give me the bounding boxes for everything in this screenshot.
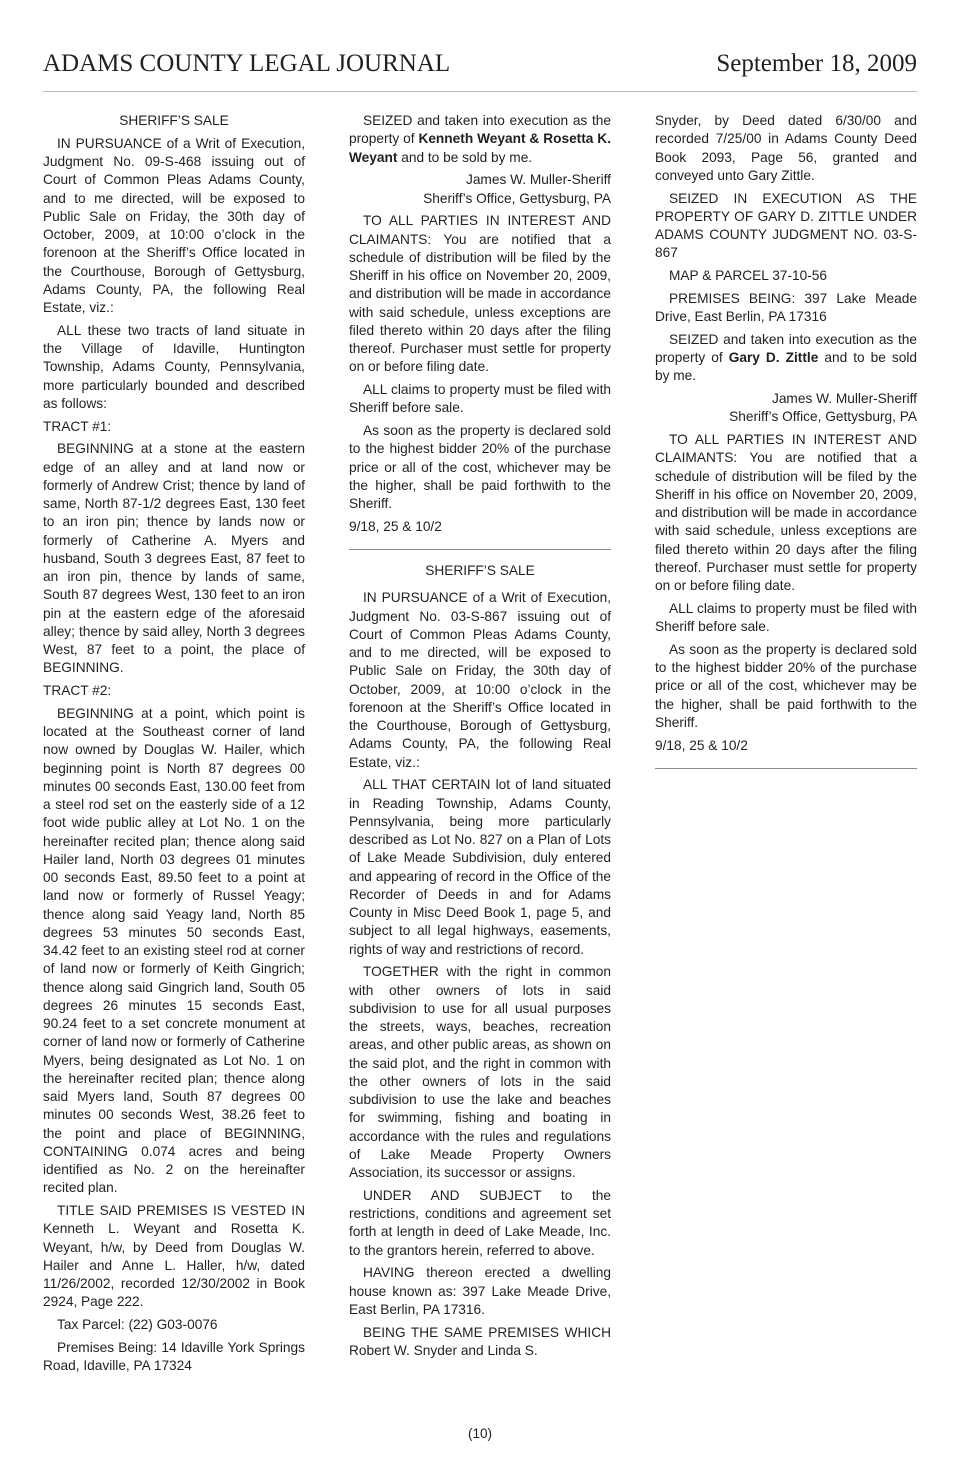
parties-notice: TO ALL PARTIES IN INTEREST AND CLAIMANTS: You are notified that a schedule of distribution will be filed by the Sheriff in his office on November 20, 2009, and distribution will be made in accordance with said schedule, unless exceptions are filed thereto within 20 days after the filing thereof. Purchaser must settle for property on or before filing date. xyxy=(349,213,611,375)
sale-1-writ-paragraph: IN PURSUANCE of a Writ of Execution, Judgment No. 09-S-468 issuing out of Court of Common Pleas Adams County, and to me directed, will be exposed to Public Sale on Friday, the 30th day of October, 2009, at 10:00 o’clock in the forenoon at the Sheriff’s Office located in the Courthouse, Borough of Gettysburg, Adams County, PA, the following Real Estate, viz.: xyxy=(43,135,305,315)
issue-date: September 18, 2009 xyxy=(716,50,917,77)
defendant-name: Gary D. Zittle xyxy=(728,350,819,365)
tract-1-description: BEGINNING at a stone at the eastern edge of an alley and at land now or formerly of Andrew Crist; thence by land of same, North 87-1/2 degrees East, 130 feet to an iron pin; thence by lands now or formerly of Catherine A. Myers and husband, South 3 degrees East, 87 feet to an iron pin, thence by lands of same, South 87 degrees West, 130 feet to an iron pin at the eastern edge of the aforesaid alley; thence by said alley, North 3 degrees West, 87 feet to a point, the place of BEGINNING. xyxy=(43,441,305,676)
sale-2-seized-paragraph: SEIZED and taken into execution as the property of Gary D. Zittle and to be sold by me. xyxy=(655,331,918,384)
bidder-notice: As soon as the property is declared sold to the highest bidder 20% of the purchase price or all of the cost, whichever may be the higher, shall be paid forthwith to the Sheriff. xyxy=(349,423,611,511)
map-parcel: MAP & PARCEL 37-10-56 xyxy=(669,268,827,283)
sale-1-land-paragraph: ALL these two tracts of land situate in the Village of Idaville, Huntington Township, Adams County, Pennsylvania, more particularly bounded and described as follows: xyxy=(43,322,305,411)
sale-2-writ-paragraph: IN PURSUANCE of a Writ of Execution, Judgment No. 03-S-867 issuing out of Court of Common Pleas Adams County, and to me directed, will be exposed to Public Sale on Friday, the 30th day of October, 2009, at 10:00 o’clock in the forenoon at the Sheriff’s Office located in the Courthouse, Borough of Gettysburg, Adams County, PA, the following Real Estate, viz.: xyxy=(349,590,611,770)
publication-dates: 9/18, 25 & 10/2 xyxy=(349,518,442,534)
section-divider-2 xyxy=(655,768,917,769)
section-divider xyxy=(349,549,611,550)
sheriff-name: James W. Muller-Sheriff xyxy=(465,172,611,188)
title-vested-paragraph: TITLE SAID PREMISES IS VESTED IN Kenneth L. Weyant and Rosetta K. Weyant, h/w, by Deed from Douglas W. Hailer and Anne L. Haller, h/w, dated 11/26/2002, recorded 12/30/2002 in Book 2924, Page 222. xyxy=(43,1203,305,1310)
bidder-notice-2: As soon as the property is declared sold to the highest bidder 20% of the purchase price or all of the cost, whichever may be the higher, shall be paid forthwith to the Sheriff. xyxy=(655,641,917,730)
claims-notice-2: ALL claims to property must be filed with Sheriff before sale. xyxy=(655,600,917,634)
parties-notice-2: TO ALL PARTIES IN INTEREST AND CLAIMANTS: You are notified that a schedule of distribution will be filed by the Sheriff in his office on November 20, 2009, and distribution will be made in accordance with said schedule, unless exceptions are filed thereto within 20 days after the filing thereof. Purchaser must settle for property on or before filing date. xyxy=(655,432,917,593)
tract-1-label: TRACT #1: xyxy=(43,418,112,434)
publication-dates-2: 9/18, 25 & 10/2 xyxy=(655,737,748,753)
sale-2-together-paragraph: TOGETHER with the right in common with other owners of lots in said subdivision to use for all usual purposes the streets, ways, beaches, recreation areas, and other public areas, as shown on the said plot, and the right in common with the other owners of lots in the said subdivision to use the lake and beaches for swimming, fishing and boating in accordance with the rules and regulations of Lake Meade Property Owners Association, its successor or assigns. xyxy=(349,964,611,1180)
tax-parcel: Tax Parcel: (22) G03-0076 xyxy=(57,1317,218,1332)
sale-1-seized-paragraph: SEIZED and taken into execution as the property of Kenneth Weyant & Rosetta K. Weyant and to be sold by me. xyxy=(349,113,611,165)
claims-notice: ALL claims to property must be filed with Sheriff before sale. xyxy=(349,382,611,416)
publication-title: ADAMS COUNTY LEGAL JOURNAL xyxy=(43,50,451,77)
column-1 xyxy=(43,112,305,1380)
sale-1-title: SHERIFF’S SALE xyxy=(119,113,229,128)
deed-continuation: Snyder, by Deed dated 6/30/00 and recorded 7/25/00 in Adams County Deed Book 2093, Page 56, granted and conveyed unto Gary Zittle. xyxy=(655,113,917,183)
column-2 xyxy=(349,112,611,1365)
page-header xyxy=(43,50,917,78)
sheriff-office-2: Sheriff’s Office, Gettysburg, PA xyxy=(729,409,917,425)
sale-2-title: SHERIFF’S SALE xyxy=(425,563,535,578)
tract-2-description: BEGINNING at a point, which point is located at the Southeast corner of land now owned by Douglas W. Hailer, which beginning point is North 87 degrees 00 minutes 00 seconds East, 130.00 feet from a steel rod set on the easterly side of a 12 foot wide public alley at Lot No. 1 on the hereinafter recited plan; thence along said Hailer land, North 03 degrees 01 minutes 00 seconds East, 89.50 feet to a point at land now or formerly of Russel Yeagy; thence along said Yeagy land, North 85 degrees 53 minutes 50 seconds East, 34.42 feet to an existing steel rod at corner of land now or formerly of Keith Gingrich; thence along said Gingrich land, South 05 degrees 26 minutes 15 seconds East, 90.24 feet to a set concrete monument at corner of land now or formerly of Catherine Myers, being designated as Lot No. 1 on the hereinafter recited plan; thence along said Myers land, South 87 degrees 00 minutes 00 seconds West, 38.26 feet to the point and place of BEGINNING, CONTAINING 0.074 acres and being identified as No. 2 on the hereinafter recited plan. xyxy=(43,705,305,1196)
sale-2-dwelling-paragraph: HAVING thereon erected a dwelling house known as: 397 Lake Meade Drive, East Berlin, PA 17316. xyxy=(349,1265,611,1317)
tract-2-label: TRACT #2: xyxy=(43,683,112,698)
premises-being-2: PREMISES BEING: 397 Lake Meade Drive, East Berlin, PA 17316 xyxy=(655,290,917,324)
sale-2-lot-paragraph: ALL THAT CERTAIN lot of land situated in Reading Township, Adams County, Pennsylvania, being more particularly described as Lot No. 827 on a Plan of Lots of Lake Meade Subdivision, duly entered and appearing of record in the Office of the Recorder of Deeds in and for Adams County in Misc Deed Book 1, page 5, and subject to all legal highways, easements, rights of way and restrictions of record. xyxy=(349,777,611,957)
sheriff-name-2: James W. Muller-Sheriff xyxy=(771,391,917,406)
sale-2-being-paragraph: BEING THE SAME PREMISES WHICH Robert W. Snyder and Linda S. xyxy=(349,1324,611,1358)
premises-being: Premises Being: 14 Idaville York Springs Road, Idaville, PA 17324 xyxy=(43,1339,305,1373)
seized-in-execution: SEIZED IN EXECUTION AS THE PROPERTY OF GARY D. ZITTLE UNDER ADAMS COUNTY JUDGMENT NO. 03-S-867 xyxy=(655,190,917,261)
sale-2-subject-paragraph: UNDER AND SUBJECT to the restrictions, conditions and agreement set forth at length in deed of Lake Meade, Inc. to the grantors herein, referred to above. xyxy=(349,1187,611,1258)
column-3 xyxy=(655,112,917,781)
header-divider xyxy=(43,91,917,92)
sheriff-office: Sheriff’s Office, Gettysburg, PA xyxy=(423,190,611,206)
page-number: (10) xyxy=(467,1426,492,1441)
defendant-names: Kenneth Weyant & Rosetta K. Weyant xyxy=(349,131,611,165)
